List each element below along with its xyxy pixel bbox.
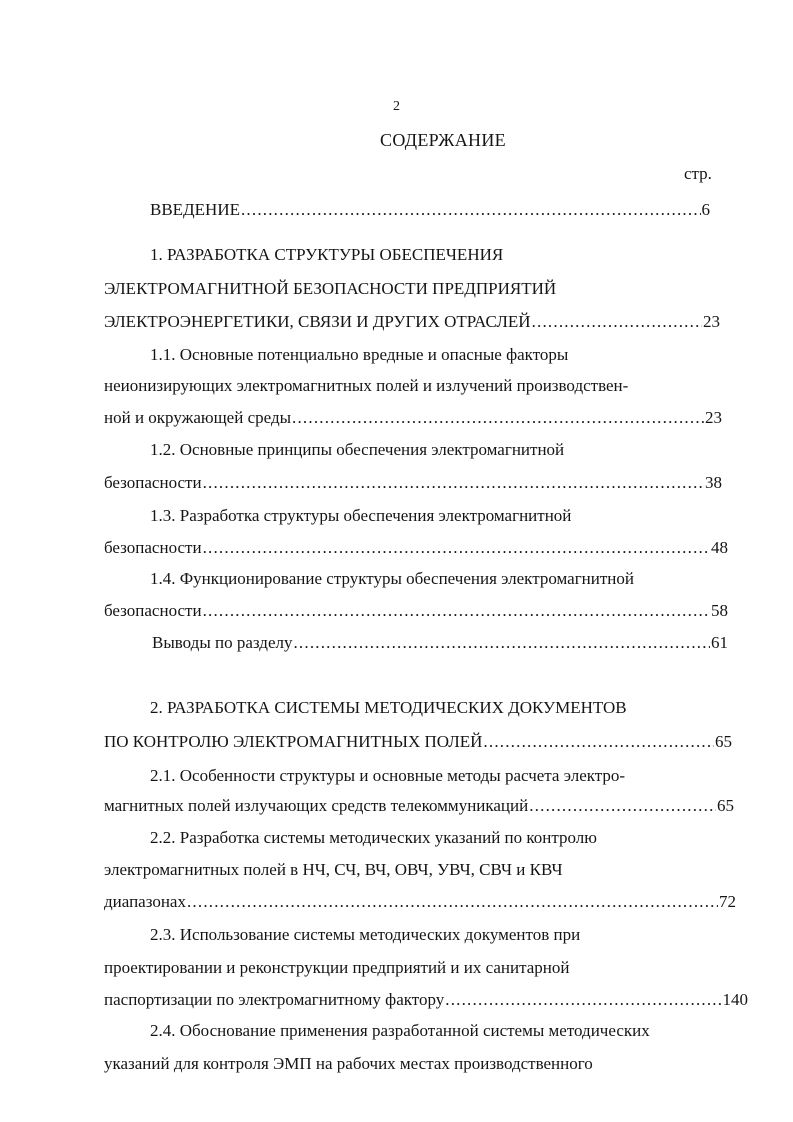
leader-dots xyxy=(203,602,710,619)
toc-section-1-1-line-3 xyxy=(104,409,722,426)
leader-dots xyxy=(203,539,710,556)
toc-chapter-1-line-1: 1. РАЗРАБОТКА СТРУКТУРЫ ОБЕСПЕЧЕНИЯ xyxy=(150,245,504,264)
leader-dots xyxy=(292,409,704,426)
toc-entry-page: 65 xyxy=(715,732,732,751)
toc-entry-page: 23 xyxy=(703,312,720,331)
toc-entry-title: ВВЕДЕНИЕ xyxy=(150,200,240,219)
toc-section-2-3-line-2: проектировании и реконструкции предприятий и их санитарной xyxy=(104,958,570,977)
toc-entry-title: паспортизации по электромагнитному фактору xyxy=(104,990,445,1009)
leader-dots xyxy=(532,313,702,330)
toc-entry-page: 65 xyxy=(717,796,734,815)
toc-entry-page: 6 xyxy=(701,200,710,219)
toc-section-1-2-line-1: 1.2. Основные принципы обеспечения электромагнитной xyxy=(150,440,565,459)
leader-dots xyxy=(241,201,701,218)
toc-entry-title: безопасности xyxy=(104,473,202,492)
page-title: СОДЕРЖАНИЕ xyxy=(380,130,506,150)
toc-entry-intro xyxy=(150,201,710,218)
toc-chapter-2-line-2 xyxy=(104,733,732,750)
toc-chapter-1-line-3 xyxy=(104,313,720,330)
toc-section-1-3-line-2 xyxy=(104,539,728,556)
toc-entry-title: диапазонах xyxy=(104,892,186,911)
toc-section-2-2-line-3 xyxy=(104,893,736,910)
toc-entry-title: Выводы по разделу xyxy=(152,633,293,652)
toc-entry-title: безопасности xyxy=(104,601,202,620)
toc-section-1-1-line-1: 1.1. Основные потенциально вредные и опасные факторы xyxy=(150,345,569,364)
toc-section-1-3-line-1: 1.3. Разработка структуры обеспечения электромагнитной xyxy=(150,506,572,525)
leader-dots xyxy=(445,991,721,1008)
toc-entry-page: 48 xyxy=(711,538,728,557)
toc-entry-page: 61 xyxy=(711,633,728,652)
toc-entry-page: 38 xyxy=(705,473,722,492)
toc-entry-title: безопасности xyxy=(104,538,202,557)
toc-entry-conclusions xyxy=(152,634,728,651)
toc-section-1-2-line-2 xyxy=(104,474,722,491)
leader-dots xyxy=(483,733,714,750)
toc-section-1-4-line-1: 1.4. Функционирование структуры обеспечения электромагнитной xyxy=(150,569,635,588)
toc-section-2-2-line-1: 2.2. Разработка системы методических указаний по контролю xyxy=(150,828,597,847)
toc-entry-page: 23 xyxy=(705,408,722,427)
leader-dots xyxy=(293,634,710,651)
toc-entry-page: 58 xyxy=(711,601,728,620)
leader-dots xyxy=(203,474,704,491)
toc-entry-title: ЭЛЕКТРОЭНЕРГЕТИКИ, СВЯЗИ И ДРУГИХ ОТРАСЛЕЙ xyxy=(104,312,531,331)
page-column-label: стр. xyxy=(684,164,712,183)
toc-entry-title: магнитных полей излучающих средств телекоммуникаций xyxy=(104,796,529,815)
leader-dots xyxy=(187,893,718,910)
toc-section-2-1-line-2 xyxy=(104,797,734,814)
toc-section-1-4-line-2 xyxy=(104,602,728,619)
toc-entry-title: ной и окружающей среды xyxy=(104,408,292,427)
toc-chapter-2-line-1: 2. РАЗРАБОТКА СИСТЕМЫ МЕТОДИЧЕСКИХ ДОКУМЕНТОВ xyxy=(150,698,627,717)
toc-section-1-1-line-2: неионизирующих электромагнитных полей и излучений производствен- xyxy=(104,376,629,395)
toc-section-2-3-line-3 xyxy=(104,991,748,1008)
toc-section-2-3-line-1: 2.3. Использование системы методических документов при xyxy=(150,925,581,944)
toc-entry-page: 140 xyxy=(722,990,748,1009)
toc-entry-page: 72 xyxy=(719,892,736,911)
toc-chapter-1-line-2: ЭЛЕКТРОМАГНИТНОЙ БЕЗОПАСНОСТИ ПРЕДПРИЯТИЙ xyxy=(104,279,557,298)
toc-section-2-4-line-2: указаний для контроля ЭМП на рабочих местах производственного xyxy=(104,1054,593,1073)
toc-section-2-1-line-1: 2.1. Особенности структуры и основные методы расчета электро- xyxy=(150,766,626,785)
toc-section-2-4-line-1: 2.4. Обоснование применения разработанной системы методических xyxy=(150,1021,650,1040)
page-number: 2 xyxy=(393,99,400,114)
toc-entry-title: ПО КОНТРОЛЮ ЭЛЕКТРОМАГНИТНЫХ ПОЛЕЙ xyxy=(104,732,483,751)
toc-section-2-2-line-2: электромагнитных полей в НЧ, СЧ, ВЧ, ОВЧ, УВЧ, СВЧ и КВЧ xyxy=(104,860,563,879)
leader-dots xyxy=(529,797,716,814)
